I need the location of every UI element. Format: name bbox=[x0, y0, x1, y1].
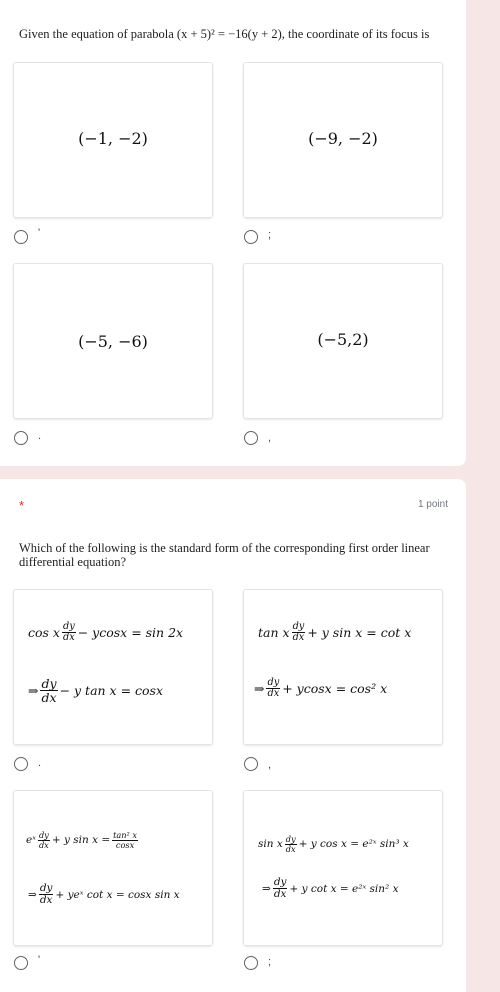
eq-3-line1: eˣ $\frac{dy}{dx}$ + y sin x = $\frac{\text{tan² x}}{\cos x}$ bbox=[26, 830, 138, 850]
eq-option-1-mark: . bbox=[38, 757, 42, 769]
eq-option-image-3[interactable] bbox=[14, 791, 212, 945]
option-1-label: (−1, −2) bbox=[78, 129, 148, 148]
option-image-3[interactable] bbox=[14, 264, 212, 418]
eq-option-4-radio[interactable] bbox=[244, 956, 258, 970]
eq-option-image-2[interactable] bbox=[244, 590, 442, 744]
option-4-label: (−5,2) bbox=[317, 330, 369, 349]
eq-option-image-1[interactable] bbox=[14, 590, 212, 744]
points-label: 1 point bbox=[417, 499, 448, 510]
option-2-radio[interactable] bbox=[244, 230, 258, 244]
option-image-1[interactable] bbox=[14, 63, 212, 217]
eq-1-line1: cos x $\frac{dy}{dx}$ − ycosx = sin 2x bbox=[28, 621, 184, 644]
eq-option-2-radio[interactable] bbox=[244, 757, 258, 771]
eq-option-1-radio[interactable] bbox=[14, 757, 28, 771]
option-3-radio[interactable] bbox=[14, 431, 28, 445]
eq-option-4-mark: ; bbox=[268, 956, 272, 968]
eq-2-line1: tan x $\frac{dy}{dx}$ + y sin x = cot x bbox=[258, 621, 412, 644]
option-image-2[interactable] bbox=[244, 63, 442, 217]
eq-option-2-mark: , bbox=[268, 759, 272, 771]
question-2-text-line2: differential equation? bbox=[19, 555, 127, 569]
eq-2-line2: ⇒ $\frac{dy}{dx}$ + ycosx = cos² x bbox=[254, 677, 388, 700]
question-card-2 bbox=[0, 479, 466, 992]
option-1-mark: ' bbox=[38, 227, 41, 239]
option-2-label: (−9, −2) bbox=[308, 129, 378, 148]
question-1-text: Given the equation of parabola (x + 5)² = −16(y + 2), the coordinate of its focus is bbox=[19, 27, 430, 41]
eq-4-line1: sin x $\frac{dy}{dx}$ + y cos x = e²ˣ sin³ x bbox=[258, 834, 409, 854]
eq-3-line2: ⇒ $\frac{dy}{dx}$ + yeˣ cot x = cosx sin x bbox=[28, 882, 180, 907]
question-2-text-line1: Which of the following is the standard form of the corresponding first order linear bbox=[19, 541, 430, 555]
option-1-radio[interactable] bbox=[14, 230, 28, 244]
option-image-4[interactable] bbox=[244, 264, 442, 418]
option-4-mark: , bbox=[268, 432, 272, 444]
eq-option-3-radio[interactable] bbox=[14, 956, 28, 970]
eq-1-line2: ⇒ $\frac{dy}{dx}$ − y tan x = cosx bbox=[28, 676, 164, 706]
required-marker: * bbox=[19, 498, 25, 513]
question-card-1 bbox=[0, 0, 466, 466]
option-3-label: (−5, −6) bbox=[78, 332, 148, 351]
option-3-mark: . bbox=[38, 430, 42, 442]
option-2-mark: ; bbox=[268, 229, 272, 241]
eq-option-image-4[interactable] bbox=[244, 791, 442, 945]
option-4-radio[interactable] bbox=[244, 431, 258, 445]
eq-option-3-mark: ' bbox=[38, 954, 41, 966]
eq-4-line2: ⇒ $\frac{dy}{dx}$ + y cot x = e²ˣ sin² x bbox=[262, 876, 399, 901]
